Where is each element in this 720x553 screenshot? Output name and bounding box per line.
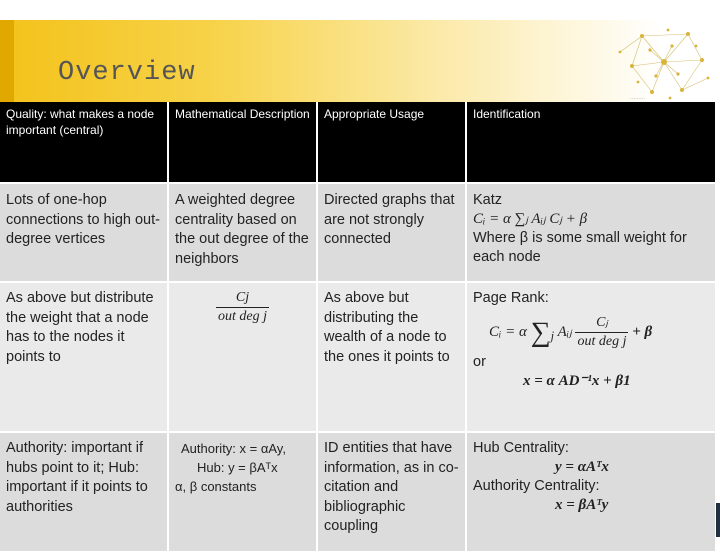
slide-title: Overview bbox=[58, 58, 196, 88]
slide-edge-marker bbox=[716, 503, 720, 537]
sum-subscript: j bbox=[550, 328, 555, 343]
table-row bbox=[0, 183, 716, 282]
pagerank-denominator: out deg j bbox=[577, 334, 627, 349]
katz-note: Where β is some small weight for each node bbox=[473, 230, 687, 265]
pagerank-numerator: Cⱼ bbox=[575, 314, 628, 333]
pagerank-lhs: Cᵢ = α bbox=[489, 323, 527, 340]
fraction-numerator: Cj bbox=[216, 289, 269, 308]
pagerank-title: Page Rank: bbox=[473, 290, 549, 306]
katz-title: Katz bbox=[473, 192, 503, 208]
header-row bbox=[0, 102, 716, 183]
identification-cell bbox=[466, 183, 716, 282]
usage-cell: As above but distributing the wealth of a node to the ones it points to bbox=[317, 282, 466, 432]
centrality-table bbox=[0, 102, 717, 553]
quality-cell: As above but distribute the weight that a node has to the nodes it points to bbox=[0, 282, 168, 432]
authority-centrality-eq: x = βAᵀy bbox=[555, 497, 609, 513]
authority-equation: Authority: x = αAy, bbox=[181, 441, 286, 456]
hub-centrality-eq: y = αAᵀx bbox=[555, 459, 609, 475]
katz-formula: Cᵢ = α ∑ⱼ Aᵢⱼ Cⱼ + β bbox=[473, 211, 588, 227]
quality-cell: Authority: important if hubs point to it; Hub: important if it points to authorities bbox=[0, 432, 168, 552]
table-row bbox=[0, 432, 716, 552]
hub-equation: Hub: y = βAᵀx bbox=[197, 460, 278, 475]
authority-centrality-label: Authority Centrality: bbox=[473, 478, 600, 494]
header-quality: Quality: what makes a node important (central) bbox=[0, 102, 168, 183]
math-cell bbox=[168, 282, 317, 432]
pagerank-fraction bbox=[575, 314, 628, 351]
hub-centrality-label: Hub Centrality: bbox=[473, 440, 569, 456]
corner-caption: ········· bbox=[630, 96, 645, 102]
network-graph-icon bbox=[612, 22, 716, 102]
pagerank-aij: Aᵢⱼ bbox=[557, 323, 572, 340]
pagerank-matrix-formula: x = α AD⁻¹x + β1 bbox=[523, 373, 631, 389]
table-row bbox=[0, 282, 716, 432]
header-usage: Appropriate Usage bbox=[317, 102, 466, 183]
pagerank-formula bbox=[489, 314, 709, 351]
identification-cell bbox=[466, 282, 716, 432]
constants-note: α, β constants bbox=[175, 479, 257, 494]
pagerank-or: or bbox=[473, 354, 486, 370]
usage-cell: ID entities that have information, as in co-citation and bibliographic coupling bbox=[317, 432, 466, 552]
degree-fraction bbox=[216, 289, 269, 326]
header-math: Mathematical Description bbox=[168, 102, 317, 183]
fraction-denominator: out deg j bbox=[218, 309, 267, 324]
math-cell bbox=[168, 432, 317, 552]
identification-cell bbox=[466, 432, 716, 552]
header-identification: Identification bbox=[466, 102, 716, 183]
sum-symbol: ∑ bbox=[530, 317, 551, 348]
math-cell: A weighted degree centrality based on the out degree of the neighbors bbox=[168, 183, 317, 282]
banner-accent bbox=[0, 20, 14, 102]
usage-cell: Directed graphs that are not strongly connected bbox=[317, 183, 466, 282]
pagerank-plus-beta: + β bbox=[632, 323, 653, 340]
quality-cell: Lots of one-hop connections to high out-degree vertices bbox=[0, 183, 168, 282]
